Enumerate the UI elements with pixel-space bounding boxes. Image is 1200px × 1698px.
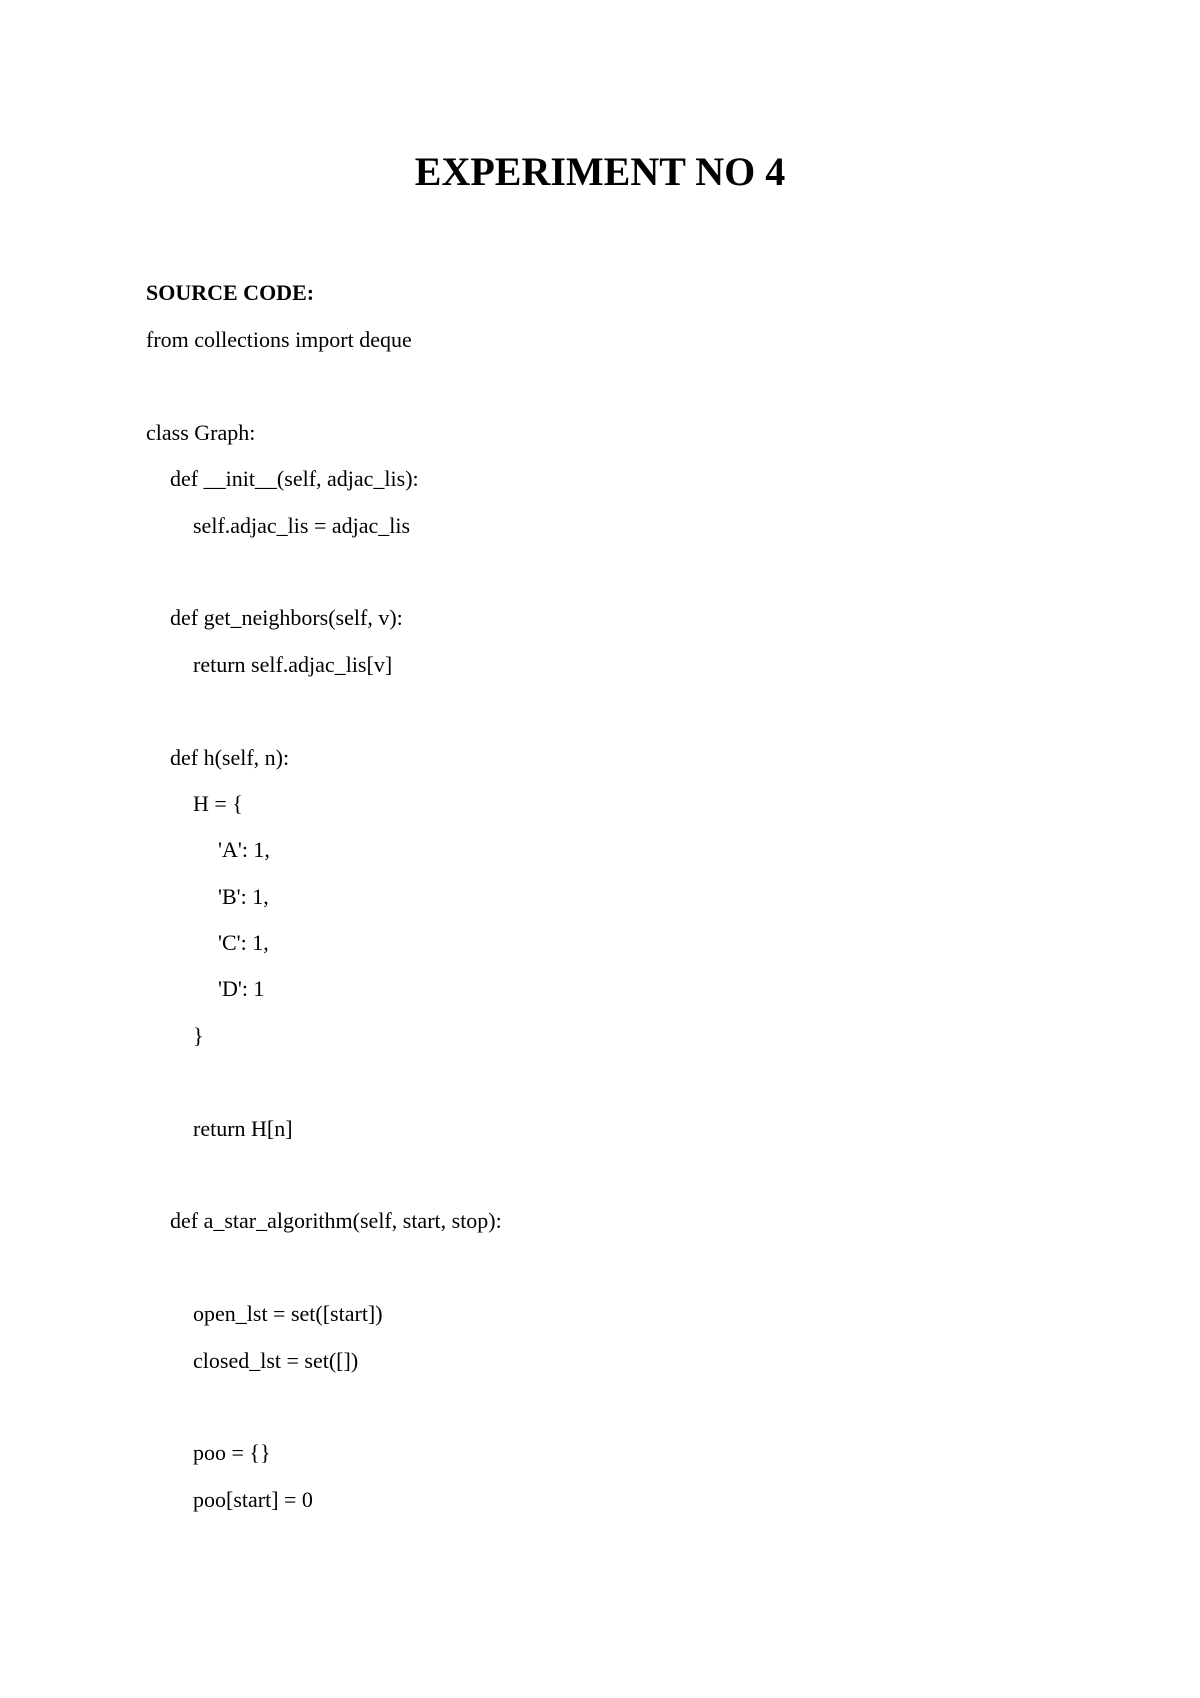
code-line: class Graph: — [146, 419, 256, 445]
code-line: return self.adjac_lis[v] — [193, 651, 393, 677]
blank-code-line — [146, 558, 502, 604]
code-line: def a_star_algorithm(self, start, stop): — [170, 1208, 502, 1234]
source-code-block — [146, 326, 502, 1532]
blank-code-line — [146, 1068, 502, 1114]
page-title: EXPERIMENT NO 4 — [414, 149, 786, 194]
blank-code-line — [146, 697, 502, 743]
code-line: 'A': 1, — [218, 837, 270, 863]
code-line: return H[n] — [193, 1115, 293, 1141]
code-line: poo[start] = 0 — [193, 1486, 313, 1512]
code-line: def get_neighbors(self, v): — [170, 605, 403, 631]
code-line: 'D': 1 — [218, 976, 265, 1002]
code-line: H = { — [193, 790, 243, 816]
code-line: def h(self, n): — [170, 744, 290, 770]
blank-code-line — [146, 1161, 502, 1207]
code-line: def __init__(self, adjac_lis): — [170, 466, 419, 492]
blank-code-line — [146, 372, 502, 418]
source-code-heading: SOURCE CODE: — [146, 280, 315, 305]
code-line: closed_lst = set([]) — [193, 1347, 359, 1373]
blank-code-line — [146, 1254, 502, 1300]
code-line: 'B': 1, — [218, 883, 269, 909]
code-line: from collections import deque — [146, 327, 412, 352]
code-line: open_lst = set([start]) — [193, 1301, 383, 1327]
code-line: self.adjac_lis = adjac_lis — [193, 512, 411, 538]
blank-code-line — [146, 1393, 502, 1439]
code-line: 'C': 1, — [218, 930, 269, 956]
code-line: poo = {} — [193, 1440, 271, 1466]
code-line: } — [193, 1022, 204, 1048]
